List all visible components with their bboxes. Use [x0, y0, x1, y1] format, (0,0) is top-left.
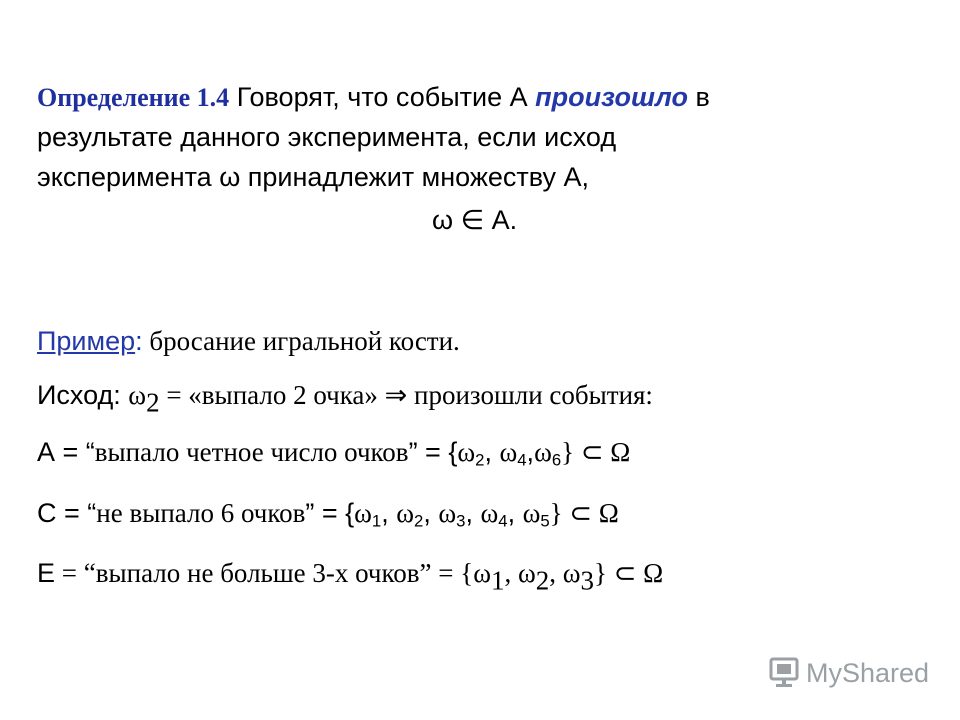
event-c-suffix: ” = {	[305, 498, 355, 528]
event-e-n1: 1	[490, 565, 505, 596]
event-c-n1: 1	[371, 511, 382, 531]
event-c-w2: ω	[396, 498, 415, 528]
event-a-text: выпало четное число очков	[94, 437, 409, 467]
event-e-tail: } ⊂ Ω	[594, 558, 664, 588]
outcome-line	[37, 380, 653, 418]
event-c-w5: ω	[522, 498, 541, 528]
event-c-line: С = “не выпало 6 очков” = {$\omega_1$, $\omega_2$, $\omega_3$, $\omega_4$, $\omega_5$} ⊂ Ω	[37, 498, 619, 531]
outcome-omega: ω	[128, 380, 147, 410]
definition-emphasis: произошло	[535, 82, 688, 112]
event-e-n3: 3	[580, 565, 595, 596]
event-c-n5: 5	[540, 511, 550, 531]
example-line	[37, 328, 460, 355]
event-a-suffix: ” = {	[408, 437, 458, 467]
definition-formula: ω ∈ А.	[432, 205, 518, 235]
myshared-logo-icon	[768, 656, 802, 690]
event-a-w3: ω	[534, 437, 552, 467]
event-c-n4: 4	[498, 511, 508, 531]
event-c-prefix: С = “	[37, 498, 97, 528]
definition-title: Определение 1.4	[37, 83, 230, 112]
event-a-n3: 6	[551, 450, 562, 470]
event-e-line: Е = “выпало не больше 3-х очков” = {$\omega_1$, $\omega_2$, $\omega_3$} ⊂ Ω	[37, 558, 664, 596]
example-title: Пример	[37, 326, 136, 356]
example-text: бросание игральной кости.	[142, 326, 460, 356]
event-e-n2: 2	[535, 565, 550, 596]
event-e-w3: ω	[562, 558, 581, 588]
event-a-w2: ω	[499, 437, 518, 467]
event-e-w1: ω	[473, 558, 491, 588]
event-a-n2: 4	[517, 450, 527, 470]
event-a-w1: ω	[457, 437, 476, 467]
definition-line-2: результате данного эксперимента, если исход	[37, 122, 617, 152]
event-c-tail: } ⊂ Ω	[549, 498, 619, 528]
event-c-n3: 3	[456, 511, 466, 531]
event-e-prefix: Е	[37, 558, 56, 588]
definition-text-before: Говорят, что событие А	[229, 82, 536, 112]
example-colon: :	[135, 326, 143, 356]
event-e-w2: ω	[517, 558, 536, 588]
definition-text-after: в	[687, 82, 710, 112]
outcome-text: = «выпало 2 очка» ⇒ произошли события:	[159, 380, 653, 410]
definition-line-1	[37, 84, 710, 111]
definition-line-3: эксперимента ω принадлежит множеству А,	[37, 162, 590, 192]
watermark-text: MyShared	[806, 658, 930, 688]
event-c-n2: 2	[414, 511, 424, 531]
event-c-w4: ω	[480, 498, 499, 528]
outcome-label: Исход:	[37, 380, 129, 410]
event-c-w3: ω	[438, 498, 457, 528]
event-e-text: = “выпало не больше 3-х очков” = {	[55, 558, 474, 588]
event-a-line: А = “выпало четное число очков” = {$\omega_2$, $\omega_4,\omega_6$} ⊂ Ω	[37, 437, 631, 470]
event-a-tail: } ⊂ Ω	[561, 437, 631, 467]
event-c-text: не выпало 6 очков	[96, 498, 306, 528]
watermark	[768, 656, 928, 692]
event-c-w1: ω	[354, 498, 372, 528]
event-a-n1: 2	[475, 450, 485, 470]
event-a-prefix: А = “	[37, 437, 95, 467]
outcome-sub: 2	[146, 387, 160, 418]
